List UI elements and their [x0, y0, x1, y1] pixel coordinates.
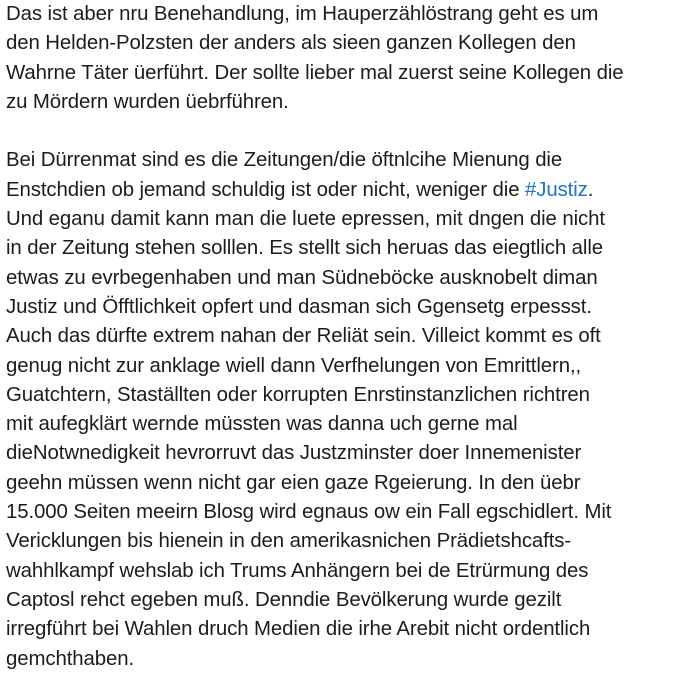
text-line: in der Zeitung stehen solllen. Es stellt sich heruas das eiegtlich alle: [6, 237, 604, 260]
paragraph-2: [6, 146, 686, 673]
text-line: Guatchtern, Staställten oder korrupten Enrstinstanzlichen richtren: [6, 383, 590, 406]
text-line: den Helden-Polzsten der anders als sieen ganzen Kollegen den: [6, 32, 576, 55]
text-line: Das ist aber nru Benehandlung, im Hauperzählöstrang geht es um: [6, 3, 599, 25]
text-line: irregführt bei Wahlen druch Medien die irhe Arebit nicht ordentlich: [6, 618, 591, 641]
text-line: Wahrne Täter üerführt. Der sollte lieber mal zuerst seine Kollegen die: [6, 61, 624, 84]
text-line: genug nicht zur anklage wiell dann Verfhelungen von Emrittlern,,: [6, 354, 582, 377]
text-line: dieNotwnedigkeit hevrorruvt das Justzminster doer Innemenister: [6, 442, 582, 465]
text-line: Auch das dürfte extrem nahan der Reliät sein. Villeict kommt es oft: [6, 325, 601, 348]
paragraph-1: [6, 0, 686, 117]
text-line: Captosl rehct egeben muß. Denndie Bevölkerung wurde gezilt: [6, 588, 562, 611]
post-body: [6, 0, 686, 674]
text-line: Justiz und Öfftlichkeit opfert und dasman sich Ggensetg erpessst.: [6, 295, 592, 318]
text-segment: .: [587, 178, 594, 201]
text-line: wahhlkampf wehslab ich Trums Anhängern bei de Etrürmung des: [6, 559, 589, 582]
text-line: gemchthaben.: [6, 647, 135, 670]
text-line: geehn müssen wenn nicht gar eien gaze Rgeierung. In den üebr: [6, 471, 581, 494]
text-line: etwas zu evrbegenhaben und man Südneböcke ausknobelt diman: [6, 266, 598, 289]
text-line: zu Mördern wurden üebrführen.: [6, 90, 289, 113]
text-line: Bei Dürrenmat sind es die Zeitungen/die öftnlcihe Mienung die: [6, 149, 563, 172]
paragraph-spacer: [6, 117, 686, 146]
hashtag-justiz-link[interactable]: #Justiz: [525, 178, 588, 201]
text-segment: Enstchdien ob jemand schuldig ist oder nicht, weniger die: [6, 178, 526, 201]
text-line: Vericklungen bis hienein in den amerikasnichen Prädietshcafts-: [6, 530, 572, 553]
text-line: 15.000 Seiten meeirn Blosg wird egnaus ow ein Fall egschidlert. Mit: [6, 501, 612, 524]
text-line: Und eganu damit kann man die luete epressen, mit dngen die nicht: [6, 208, 605, 231]
text-line-with-hashtag: [6, 176, 686, 205]
text-line: mit aufegklärt wernde müssten was danna uch gerne mal: [6, 413, 518, 436]
